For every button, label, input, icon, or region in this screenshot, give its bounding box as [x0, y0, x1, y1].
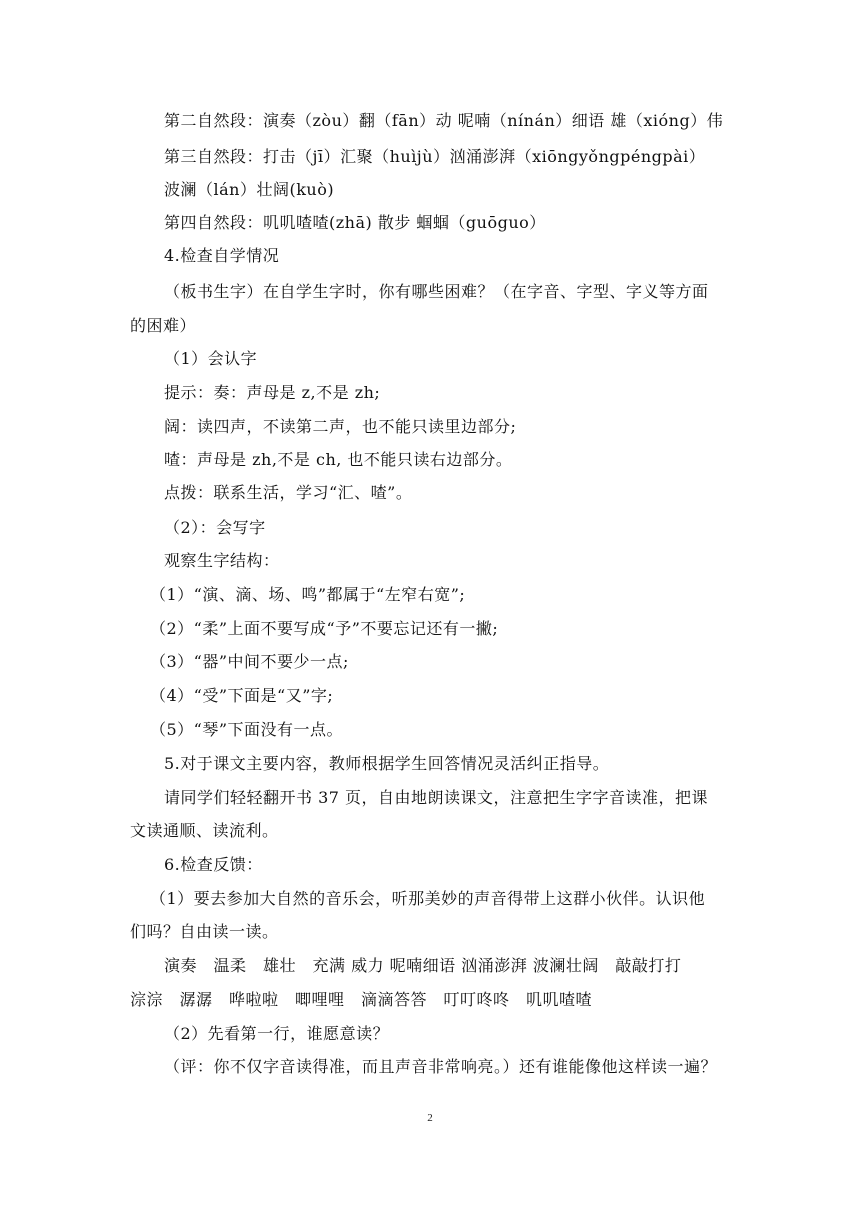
text-line: （板书生字）在自学生字时，你有哪些困难？（在字音、字型、字义等方面: [164, 282, 709, 301]
text-line: （1）要去参加大自然的音乐会，听那美妙的声音得带上这群小伙伴。认识他: [150, 889, 706, 908]
text-line: （2）先看第一行，谁愿意读？: [164, 1024, 390, 1043]
list-item: （2）“柔”上面不要写成“予”不要忘记还有一撇;: [150, 619, 499, 638]
section-heading: 6.检查反馈：: [164, 855, 263, 874]
section-heading: 4.检查自学情况: [164, 246, 280, 265]
text-line: 第四自然段：叽叽喳喳(zhā) 散步 蝈蝈（guōguo）: [164, 213, 546, 232]
list-item: （3）“器”中间不要少一点;: [150, 652, 349, 671]
list-item: （4）“受”下面是“又”字;: [150, 686, 334, 705]
subsection-heading: （2）：会写字: [164, 518, 266, 537]
text-line: 们吗？自由读一读。: [130, 922, 279, 941]
section-heading: 5.对于课文主要内容，教师根据学生回答情况灵活纠正指导。: [164, 754, 610, 773]
text-line: 第三自然段：打击（jī）汇聚（huìjù）汹涌澎湃（xiōngyǒngpéngpài）: [164, 147, 706, 166]
text-line: 文读通顺、读流利。: [130, 821, 279, 840]
text-line: 点拨：联系生活，学习“汇、喳”。: [164, 483, 413, 502]
list-item: （5）“琴”下面没有一点。: [150, 720, 344, 739]
text-line: 第二自然段：演奏（zòu）翻（fān）动 呢喃（nínán）细语 雄（xióng）伟: [164, 111, 724, 130]
page-number: 2: [427, 1112, 433, 1124]
word-list-line: 淙淙 潺潺 哗啦啦 唧哩哩 滴滴答答 叮叮咚咚 叽叽喳喳: [130, 990, 593, 1009]
word-list-line: 演奏 温柔 雄壮 充满 威力 呢喃细语 汹涌澎湃 波澜壮阔 敲敲打打: [164, 956, 682, 975]
text-line: （评：你不仅字音读得准，而且声音非常响亮。）还有谁能像他这样读一遍？: [164, 1057, 718, 1076]
subsection-heading: （1）会认字: [164, 349, 258, 368]
text-line: 提示：奏：声母是 z,不是 zh;: [164, 383, 381, 402]
text-line: 喳：声母是 zh,不是 ch, 也不能只读右边部分。: [164, 450, 513, 469]
list-item: （1）“演、滴、场、鸣”都属于“左窄右宽”;: [150, 585, 466, 604]
text-line: 观察生字结构：: [164, 551, 280, 570]
text-line: 阔：读四声，不读第二声，也不能只读里边部分;: [164, 417, 517, 436]
text-line: 波澜（lán）壮阔(kuò): [164, 180, 335, 199]
text-line: 的困难）: [130, 316, 197, 335]
text-line: 请同学们轻轻翻开书 37 页，自由地朗读课文，注意把生字字音读准，把课: [164, 788, 709, 807]
